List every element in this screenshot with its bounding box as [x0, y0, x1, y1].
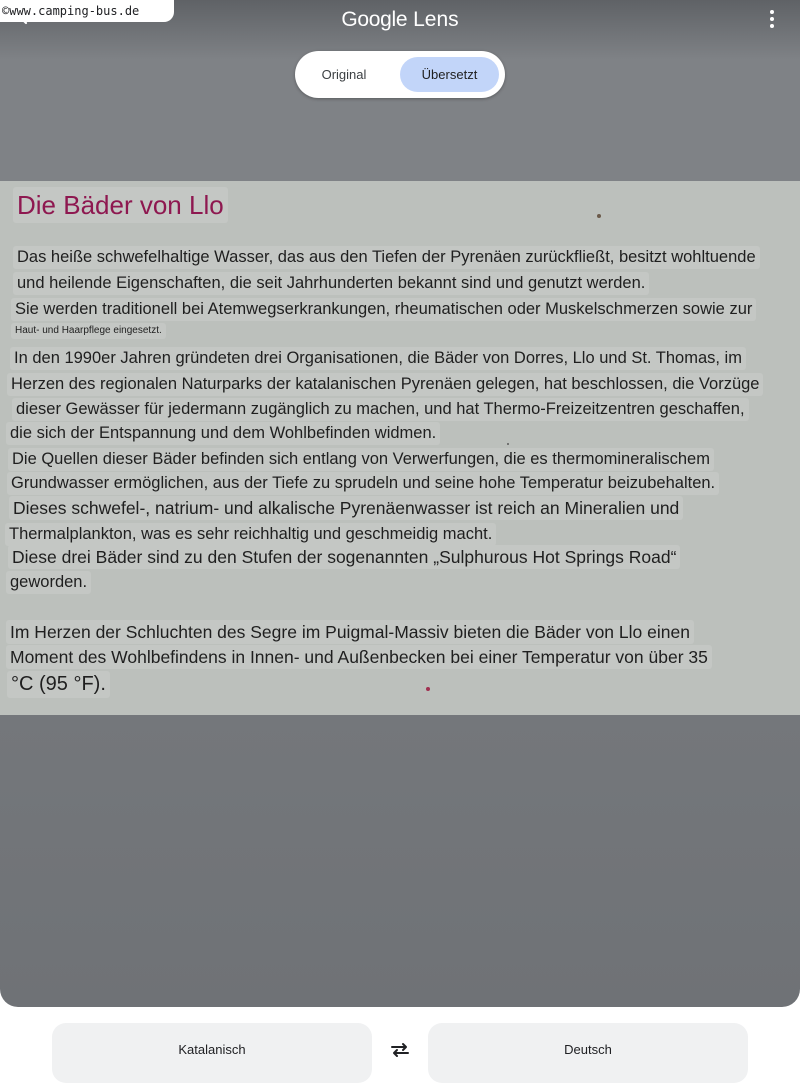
text-line: Herzen des regionalen Naturparks der katalanischen Pyrenäen gelegen, hat beschlossen, die Vorzüge: [7, 373, 763, 396]
text-line: Dieses schwefel-, natrium- und alkalische Pyrenäenwasser ist reich an Mineralien und: [9, 496, 683, 520]
language-bar: [0, 1007, 800, 1067]
text-line: Haut- und Haarpflege eingesetzt.: [11, 323, 166, 339]
text-line: Grundwasser ermöglichen, aus der Tiefe zu sprudeln und seine hohe Temperatur beizubehalten.: [7, 472, 719, 495]
text-line: Moment des Wohlbefindens in Innen- und Außenbecken bei einer Temperatur von über 35: [6, 645, 712, 669]
target-language-button[interactable]: Deutsch: [428, 1023, 748, 1083]
speck: [597, 214, 601, 218]
toggle-translated[interactable]: Übersetzt: [400, 57, 499, 92]
text-line: und heilende Eigenschaften, die seit Jahrhunderten bekannt sind und genutzt werden.: [13, 272, 649, 295]
app-title-google: Google: [341, 8, 408, 31]
app-title-lens: Lens: [413, 8, 459, 31]
text-line: Thermalplankton, was es sehr reichhaltig und geschmeidig macht.: [5, 523, 496, 546]
text-line: dieser Gewässer für jedermann zugänglich zu machen, und hat Thermo-Freizeitzentren geschaffen,: [12, 398, 749, 421]
text-line: Das heiße schwefelhaltige Wasser, das aus den Tiefen der Pyrenäen zurückfließt, besitzt wohltuende: [13, 246, 760, 269]
view-toggle: [295, 51, 505, 98]
text-line: In den 1990er Jahren gründeten drei Organisationen, die Bäder von Dorres, Llo und St. Thomas, im: [10, 347, 746, 370]
speck: [426, 687, 430, 691]
text-line: °C (95 °F).: [7, 671, 110, 698]
source-language-button[interactable]: Katalanisch: [52, 1023, 372, 1083]
text-line: geworden.: [6, 571, 91, 594]
text-line: Im Herzen der Schluchten des Segre im Puigmal-Massiv bieten die Bäder von Llo einen: [6, 620, 694, 644]
swap-languages-icon[interactable]: [388, 1038, 412, 1062]
toggle-original[interactable]: Original: [321, 67, 367, 82]
watermark: ©www.camping-bus.de: [0, 0, 174, 22]
speck: [507, 443, 509, 445]
text-line: Diese drei Bäder sind zu den Stufen der sogenannten „Sulphurous Hot Springs Road“: [8, 545, 680, 569]
document-title: Die Bäder von Llo: [13, 187, 228, 223]
text-line: Die Quellen dieser Bäder befinden sich entlang von Verwerfungen, die es thermomineralischem: [8, 448, 714, 471]
text-line: Sie werden traditionell bei Atemwegserkrankungen, rheumatischen oder Muskelschmerzen sowie zur: [11, 298, 756, 321]
text-line: die sich der Entspannung und dem Wohlbefinden widmen.: [6, 422, 440, 445]
